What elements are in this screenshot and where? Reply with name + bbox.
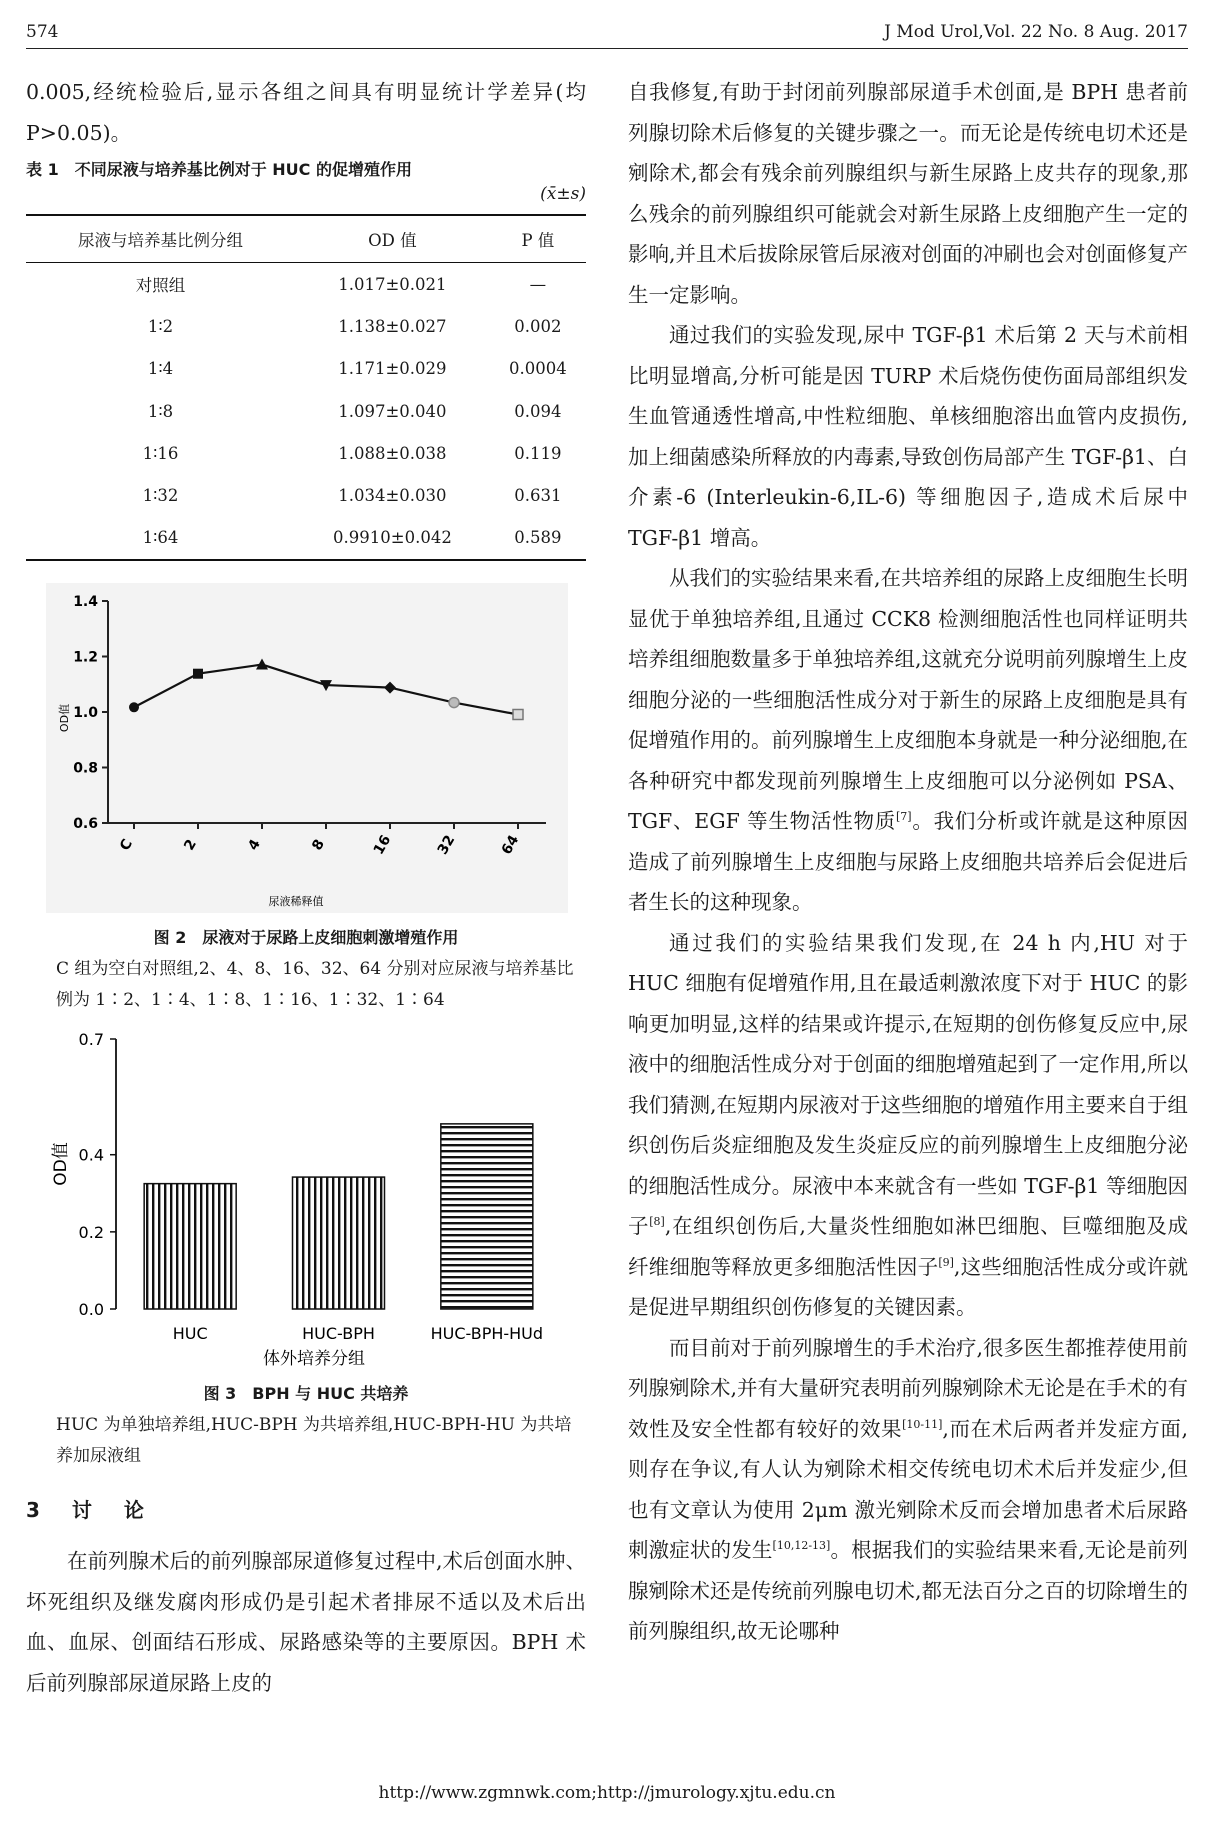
table-cell: 0.094 (514, 401, 562, 421)
paragraph-1: 自我修复,有助于封闭前列腺部尿道手术创面,是 BPH 患者前列腺切除术后修复的关键步骤之一。而无论是传统电切术还是剜除术,都会有残余前列腺组织与新生尿路上皮共存的现象,那么残余的前列腺组织可能就会对新生尿路上皮细胞产生一定的影响,并且术后拔除尿管后尿液对创面的冲刷也会对创面修复产生一定影响。 (628, 80, 1189, 307)
table-row (26, 305, 586, 347)
bar (144, 1184, 236, 1309)
text-run: ,而在术后两者并发症方面,则存在争议,有人认为剜除术相交传统电切术术后并发症少,但也有文章认为使用 2μm 激光剜除术反而会增加患者术后尿路刺激症状的发生 (628, 1416, 1188, 1562)
left-column (26, 72, 586, 1703)
table-row (26, 348, 586, 390)
table-row (26, 517, 586, 560)
table-cell: 1.138±0.027 (338, 316, 447, 336)
footer-urls: http://www.zgmnwk.com;http://jmurology.xjtu.edu.cn (378, 1783, 836, 1803)
text-run: ,在组织创伤后,大量炎性细胞如淋巴细胞、巨噬细胞及成纤维细胞等释放更多细胞活性因子 (628, 1214, 1189, 1279)
table-cell: 0.631 (514, 486, 562, 506)
text-run: 。根据我们的实验结果来看,无论是前列腺剜除术还是传统前列腺电切术,都无法百分之百的切除增生的前列腺组织,故无论哪种 (628, 1538, 1189, 1643)
table-cell: 0.119 (514, 443, 562, 463)
text-run: 从我们的实验结果来看,在共培养组的尿路上皮细胞生长明显优于单独培养组,且通过 CCK8 检测细胞活性也同样证明共培养组细胞数量多于单独培养组,这就充分说明前列腺增生上皮细胞分泌的一些细胞活性成分对于新生的尿路上皮细胞是具有促增殖作用的。前列腺增生上皮细胞本身就是一种分泌细胞,在各种研究中都发现前列腺增生上皮细胞可以分泌例如 PSA、TGF、EGF 等生物活性物质 (628, 566, 1189, 833)
y-tick-label: 0.4 (78, 1145, 104, 1165)
table-cell: 1∶32 (142, 486, 179, 506)
table-cell: 0.589 (490, 517, 586, 560)
y-tick-label: 1.4 (73, 594, 98, 611)
table-cell: 0.0004 (509, 359, 567, 379)
y-tick-label: 0.6 (73, 816, 98, 833)
table-row (26, 474, 586, 516)
x-axis-label: 体外培养分组 (263, 1349, 365, 1370)
text-run: 。我们分析或许就是这种原因造成了前列腺增生上皮细胞与尿路上皮细胞共培养后会促进后者生长的这种现象。 (628, 809, 1188, 914)
x-tick-label: C (117, 836, 137, 854)
figure-2-line-chart (46, 583, 568, 913)
table-caption: 表 1 不同尿液与培养基比例对于 HUC 的促增殖作用 (26, 160, 412, 179)
table-1 (26, 214, 586, 561)
citation: [7] (895, 810, 912, 824)
x-tick-label: HUC-BPH (302, 1324, 375, 1344)
y-tick-label: 1.2 (73, 649, 98, 666)
table-cell: 1.097±0.040 (338, 401, 447, 421)
table-row (26, 432, 586, 474)
table-cell: 对照组 (135, 276, 186, 296)
y-tick-label: 0.0 (78, 1300, 104, 1320)
paragraph-3 (628, 558, 1188, 923)
table-cell: 1∶4 (147, 359, 174, 379)
x-tick-label: HUC (172, 1324, 208, 1344)
paragraph-2: 通过我们的实验发现,尿中 TGF-β1 术后第 2 天与术前相比明显增高,分析可能是因 TURP 术后烧伤使伤面局部组织发生血管通透性增高,中性粒细胞、单核细胞溶出血管内皮损伤,加上细菌感染所释放的内毒素,导致创伤局部产生 TGF-β1、白介素-6 (Interleukin-6,IL-6) 等细胞因子,造成术后尿中 TGF-β1 增高。 (628, 323, 1188, 550)
bar (441, 1124, 533, 1309)
data-point (129, 702, 139, 712)
x-tick-label: 64 (498, 832, 523, 858)
figure-2-note: C 组为空白对照组,2、4、8、16、32、64 分别对应尿液与培养基比例为 1∶2、1∶4、1∶8、1∶16、1∶32、1∶64 (56, 959, 574, 1011)
y-tick-label: 0.7 (78, 1030, 104, 1050)
x-tick-label: HUC-BPH-HUd (430, 1324, 544, 1344)
bar (293, 1177, 385, 1309)
citation: [10-11] (902, 1417, 943, 1431)
data-point (513, 710, 523, 720)
data-point (384, 682, 396, 694)
y-tick-label: 0.2 (78, 1222, 104, 1242)
x-tick-label: 8 (309, 836, 328, 854)
data-point (449, 698, 459, 708)
x-tick-label: 4 (245, 836, 264, 854)
table-cell: 1.088±0.038 (338, 443, 447, 463)
citation: [9] (938, 1255, 954, 1269)
table-header: OD 值 (295, 215, 490, 263)
citation: [8] (649, 1215, 665, 1229)
page-number: 574 (26, 22, 59, 42)
text-run: 通过我们的实验结果我们发现,在 24 h 内,HU 对于 HUC 细胞有促增殖作用,且在最适刺激浓度下对于 HUC 的影响更加明显,这样的结果或许提示,在短期的创伤修复反应中,尿液中的细胞活性成分对于创面的细胞增殖起到了一定作用,所以我们猜测,在短期内尿液对于这些细胞的增殖作用主要来自于组织创伤后炎症细胞及发生炎症反应的前列腺增生上皮细胞分泌的细胞活性成分。尿液中本来就含有一些如 TGF-β1 等细胞因子 (628, 930, 1189, 1238)
table-cell: 1∶16 (142, 443, 179, 463)
table-cell: 1∶8 (147, 401, 174, 421)
table-cell: 0.002 (514, 316, 562, 336)
x-tick-label: 32 (434, 832, 459, 858)
bar-chart-svg (26, 1024, 586, 1379)
y-axis-label: OD值 (58, 704, 71, 733)
data-point (193, 669, 203, 679)
x-tick-label: 2 (181, 836, 200, 854)
table-cell: 1.034±0.030 (338, 486, 447, 506)
y-tick-label: 1.0 (73, 705, 98, 722)
table-cell: 0.9910±0.042 (295, 517, 490, 560)
table-row (26, 263, 586, 306)
figure-3-caption: 图 3 BPH 与 HUC 共培养 (203, 1384, 409, 1404)
paragraph-top: 0.005,经统检验后,显示各组之间具有明显统计学差异(均 P>0.05)。 (26, 80, 586, 145)
y-axis-label: OD值 (51, 1142, 71, 1186)
y-tick-label: 0.8 (73, 760, 98, 777)
x-tick-label: 16 (370, 832, 395, 858)
table-cell: 1.017±0.021 (338, 274, 447, 294)
paragraph-4 (628, 923, 1188, 1328)
table-cell: 1∶64 (26, 517, 295, 560)
table-header: P 值 (490, 215, 586, 263)
table-header: 尿液与培养基比例分组 (26, 215, 295, 263)
table-row (26, 390, 586, 432)
line-chart-svg (46, 583, 568, 913)
text-run: 而目前对于前列腺增生的手术治疗,很多医生都推荐使用前列腺剜除术,并有大量研究表明前列腺剜除术无论是在手术的有效性及安全性都有较好的效果 (628, 1335, 1189, 1441)
figure-3-note: HUC 为单独培养组,HUC-BPH 为共培养组,HUC-BPH-HU 为共培养加尿液组 (56, 1415, 572, 1467)
x-axis-label: 尿液稀释值 (268, 895, 324, 909)
paragraph-5 (628, 1328, 1188, 1652)
text-run: ,这些细胞活性成分或许就是促进早期组织创伤修复的关键因素。 (628, 1254, 1188, 1319)
table-note: (x̄±s) (540, 184, 586, 204)
table-cell: — (529, 274, 547, 294)
citation: [10,12-13] (772, 1539, 831, 1553)
running-header (26, 22, 1188, 49)
journal-info: J Mod Urol,Vol. 22 No. 8 Aug. 2017 (884, 22, 1188, 42)
paragraph-discussion: 在前列腺术后的前列腺部尿道修复过程中,术后创面水肿、坏死组织及继发腐肉形成仍是引起术者排尿不适以及术后出血、血尿、创面结石形成、尿路感染等的主要原因。BPH 术后前列腺部尿道尿路上皮的 (26, 1549, 587, 1695)
table-cell: 1.171±0.029 (338, 359, 447, 379)
right-column (628, 72, 1188, 1652)
figure-3-bar-chart (26, 1024, 586, 1379)
section-title: 3 讨 论 (26, 1498, 150, 1523)
table-cell: 1∶2 (147, 316, 174, 336)
figure-2-caption: 图 2 尿液对于尿路上皮细胞刺激增殖作用 (153, 928, 459, 948)
